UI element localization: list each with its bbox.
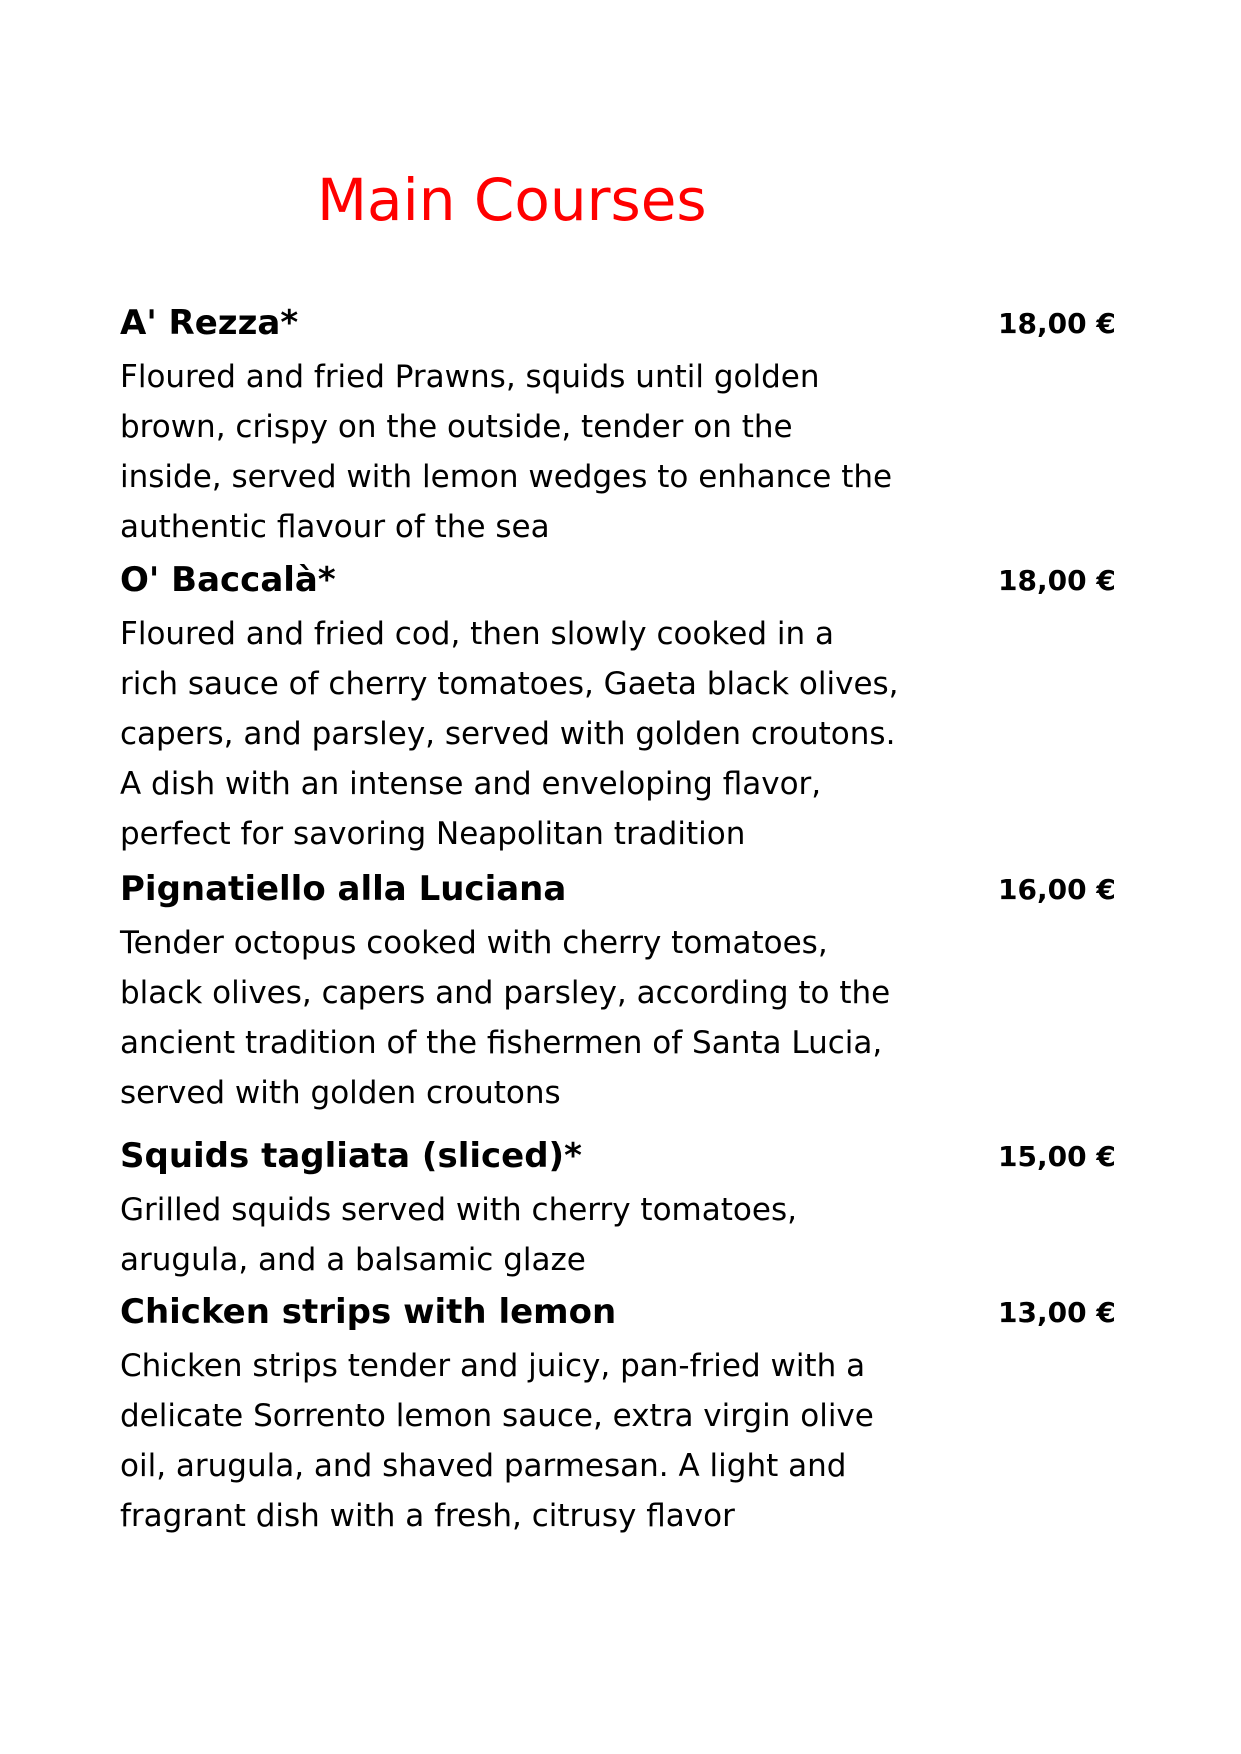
description-line: Grilled squids served with cherry tomatoes, [120,1192,797,1228]
menu-item-o-baccala [120,558,1120,859]
description-line: authentic flavour of the sea [120,509,550,545]
menu-item-a-rezza [120,301,1120,552]
item-price: 16,00 € [998,873,1116,906]
description-line: inside, served with lemon wedges to enhance the [120,459,893,495]
description-line: A dish with an intense and enveloping flavor, [120,766,822,802]
menu-item-chicken-strips [120,1290,1120,1541]
item-description [120,1185,1120,1285]
description-line: delicate Sorrento lemon sauce, extra virgin olive [120,1398,874,1434]
item-price: 18,00 € [998,564,1116,597]
item-description [120,609,1120,859]
item-name: Chicken strips with lemon [120,1292,617,1332]
description-line: Floured and fried cod, then slowly cooked in a [120,616,834,652]
description-line: arugula, and a balsamic glaze [120,1242,586,1278]
item-description [120,918,1120,1118]
page-title: Main Courses [317,166,707,234]
description-line: Floured and fried Prawns, squids until golden [120,359,820,395]
description-line: rich sauce of cherry tomatoes, Gaeta black olives, [120,666,899,702]
item-description [120,352,1120,552]
description-line: Chicken strips tender and juicy, pan-fried with a [120,1348,866,1384]
menu-item-pignatiello [120,867,1120,1118]
description-line: capers, and parsley, served with golden croutons. [120,716,896,752]
item-description [120,1341,1120,1541]
description-line: black olives, capers and parsley, according to the [120,975,891,1011]
description-line: fragrant dish with a fresh, citrusy flavor [120,1498,735,1534]
description-line: served with golden croutons [120,1075,561,1111]
description-line: Tender octopus cooked with cherry tomatoes, [120,925,828,961]
menu-item-squids-tagliata [120,1134,1120,1285]
item-name: Pignatiello alla Luciana [120,869,567,909]
description-line: ancient tradition of the fishermen of Santa Lucia, [120,1025,883,1061]
item-name: A' Rezza* [120,303,299,343]
description-line: perfect for savoring Neapolitan tradition [120,816,746,852]
item-price: 18,00 € [998,307,1116,340]
item-price: 13,00 € [998,1296,1116,1329]
description-line: brown, crispy on the outside, tender on the [120,409,793,445]
item-name: Squids tagliata (sliced)* [120,1136,582,1176]
item-price: 15,00 € [998,1140,1116,1173]
item-name: O' Baccalà* [120,560,336,600]
description-line: oil, arugula, and shaved parmesan. A light and [120,1448,847,1484]
